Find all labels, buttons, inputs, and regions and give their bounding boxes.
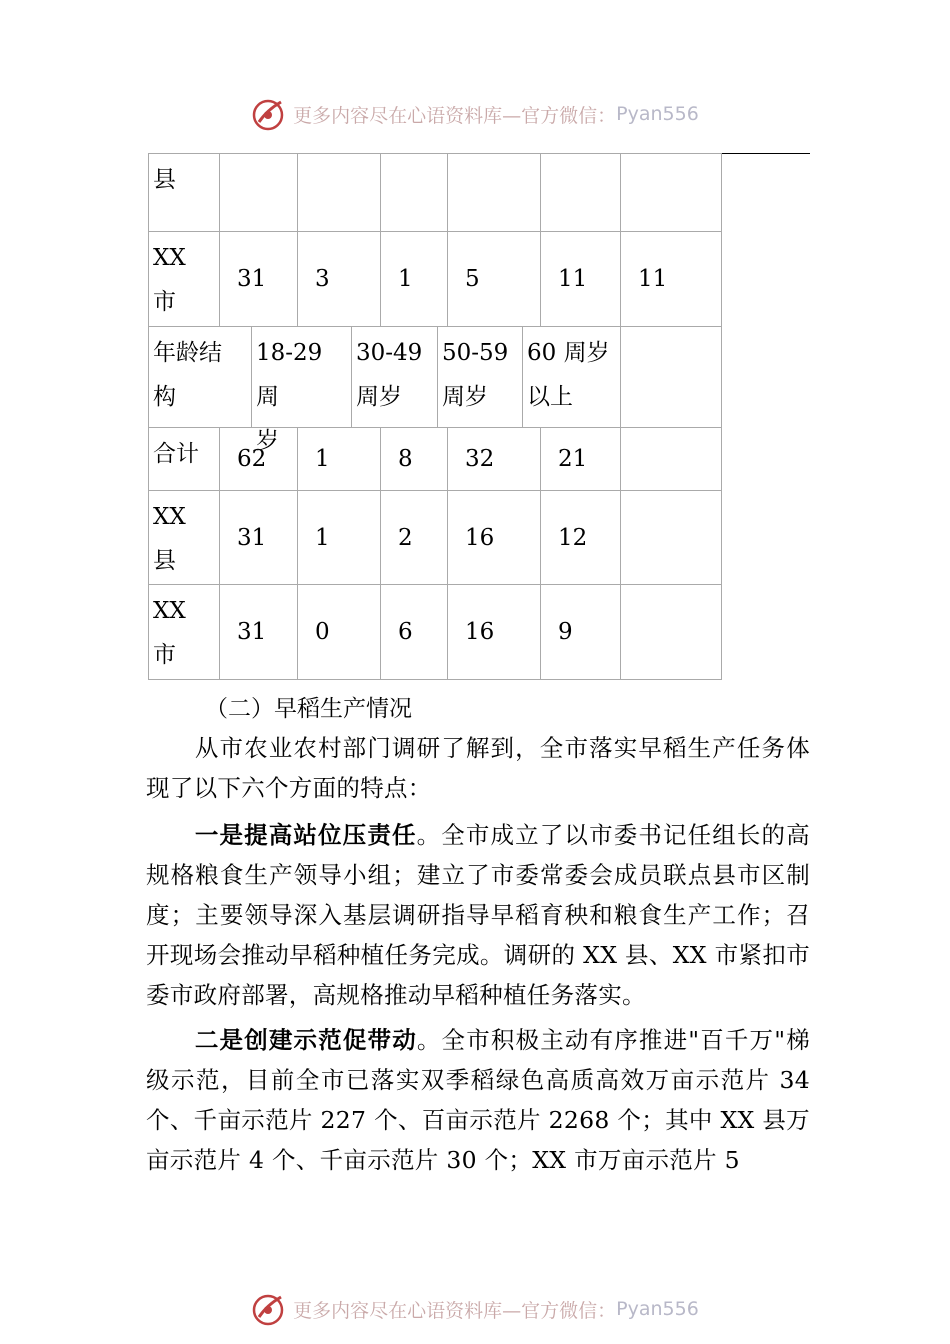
table-top-rule	[722, 153, 810, 154]
section-heading: （二）早稻生产情况	[205, 696, 412, 722]
table-cell	[437, 326, 523, 428]
table-cell-text: 11	[638, 266, 668, 292]
table-cell	[297, 427, 381, 491]
table-cell-text: 11	[558, 266, 588, 292]
table-cell-text: 5	[465, 266, 480, 292]
paragraph-2	[146, 1020, 810, 1180]
footer-watermark	[0, 1289, 950, 1329]
table-cell	[219, 153, 298, 232]
table-row	[148, 490, 220, 585]
table-cell	[540, 490, 621, 585]
table-cell-text: 8	[398, 446, 413, 472]
table-cell-text: 31	[237, 524, 267, 551]
table-cell	[620, 584, 722, 680]
table-row	[148, 427, 220, 491]
table-row	[148, 153, 220, 232]
paragraph-1-lead: 一是提高站位压责任	[194, 821, 417, 849]
table-cell	[540, 153, 621, 232]
table-cell	[620, 326, 722, 428]
table-cell	[351, 326, 438, 428]
watermark-wechat-id: Pyan556	[616, 103, 699, 125]
table-cell	[540, 427, 621, 491]
table-cell-text: 1	[398, 266, 413, 292]
table-cell	[522, 326, 621, 428]
watermark-cn-text: 更多内容尽在心语资料库—官方微信：	[293, 1299, 617, 1322]
table-cell-text: 合计	[153, 441, 199, 467]
table-row	[148, 231, 220, 327]
table-cell-text: XX县	[153, 504, 186, 574]
brush-logo-icon	[251, 96, 287, 132]
brush-logo-icon	[251, 1291, 287, 1327]
table-cell-text: 0	[315, 619, 330, 645]
table-cell	[297, 153, 381, 232]
table-cell	[447, 490, 541, 585]
table-cell	[447, 153, 541, 232]
intro-paragraph	[146, 728, 810, 808]
watermark-cn-text: 更多内容尽在心语资料库—官方微信：	[293, 104, 617, 127]
table-cell	[297, 490, 381, 585]
table-row	[148, 326, 252, 428]
table-cell	[620, 231, 722, 327]
table-cell	[219, 490, 298, 585]
paragraph-2-lead: 二是创建示范促带动	[194, 1026, 417, 1054]
age-header-line: 以上	[527, 384, 573, 410]
table-cell-text: 县	[153, 167, 176, 193]
table-cell-text: 2	[398, 524, 413, 551]
table-cell	[251, 326, 352, 454]
table-cell	[297, 231, 381, 327]
table-cell-text: 31	[237, 266, 267, 292]
age-header-line: 周岁	[356, 384, 402, 410]
table-cell	[540, 584, 621, 680]
table-cell-text: 1	[315, 446, 330, 472]
table-cell	[219, 584, 298, 680]
table-cell-text: 32	[465, 446, 495, 472]
intro-text: 从市农业农村部门调研了解到，全市落实早稻生产任务体现了以下六个方面的特点：	[146, 734, 810, 802]
table-cell	[447, 427, 541, 491]
age-header-line: 50-59	[442, 340, 509, 366]
table-cell-text: 6	[398, 619, 413, 645]
table-cell	[380, 584, 448, 680]
table-cell	[620, 427, 722, 491]
watermark-wechat-id: Pyan556	[616, 1298, 699, 1320]
age-header-line: 18-29 周	[256, 340, 323, 410]
table-cell	[219, 231, 298, 327]
table-cell	[447, 584, 541, 680]
table-cell	[447, 231, 541, 327]
table-cell	[620, 153, 722, 232]
table-cell-text: 31	[237, 619, 267, 645]
table-cell-text: 12	[558, 524, 588, 551]
table-cell-text: 62	[237, 446, 267, 472]
table-cell	[620, 490, 722, 585]
table-cell	[380, 231, 448, 327]
table-row	[148, 584, 220, 680]
table-cell	[219, 427, 298, 491]
paragraph-1-body: 。全市成立了以市委书记任组长的高规格粮食生产领导小组；建立了市委常委会成员联点县市区制度；主要领导深入基层调研指导早稻育秧和粮食生产工作；召开现场会推动早稻种植任务完成。调研的 XX 县、XX 市紧扣市委市政府部署，高规格推动早稻种植任务落实。	[146, 821, 810, 1009]
table-cell	[380, 490, 448, 585]
table-cell-text: 21	[558, 446, 588, 472]
age-header-line: 30-49	[356, 340, 423, 366]
table-cell-text: 16	[465, 619, 495, 645]
age-label-line: 构	[153, 384, 176, 410]
table-cell-text: 16	[465, 524, 495, 551]
header-watermark	[0, 94, 950, 134]
table-cell	[380, 427, 448, 491]
table-cell	[540, 231, 621, 327]
table-cell-text: XX市	[153, 245, 186, 315]
table-cell-text: 3	[315, 266, 330, 292]
age-header-line: 60 周岁	[527, 340, 610, 366]
table-cell	[380, 153, 448, 232]
table-cell-text: 1	[315, 524, 330, 551]
table-cell-text: XX市	[153, 598, 186, 668]
table-cell-text: 9	[558, 619, 573, 645]
age-label-line: 年龄结	[153, 340, 222, 366]
age-header-line: 周岁	[442, 384, 488, 410]
table-cell	[297, 584, 381, 680]
paragraph-2-body: 。全市积极主动有序推进"百千万"梯级示范，目前全市已落实双季稻绿色高质高效万亩示范片 34 个、千亩示范片 227 个、百亩示范片 2268 个；其中 XX 县万亩示范片 4 个、千亩示范片 30 个；XX 市万亩示范片 5	[146, 1026, 811, 1174]
paragraph-1	[146, 815, 810, 1015]
age-header-line: 岁	[256, 428, 279, 454]
